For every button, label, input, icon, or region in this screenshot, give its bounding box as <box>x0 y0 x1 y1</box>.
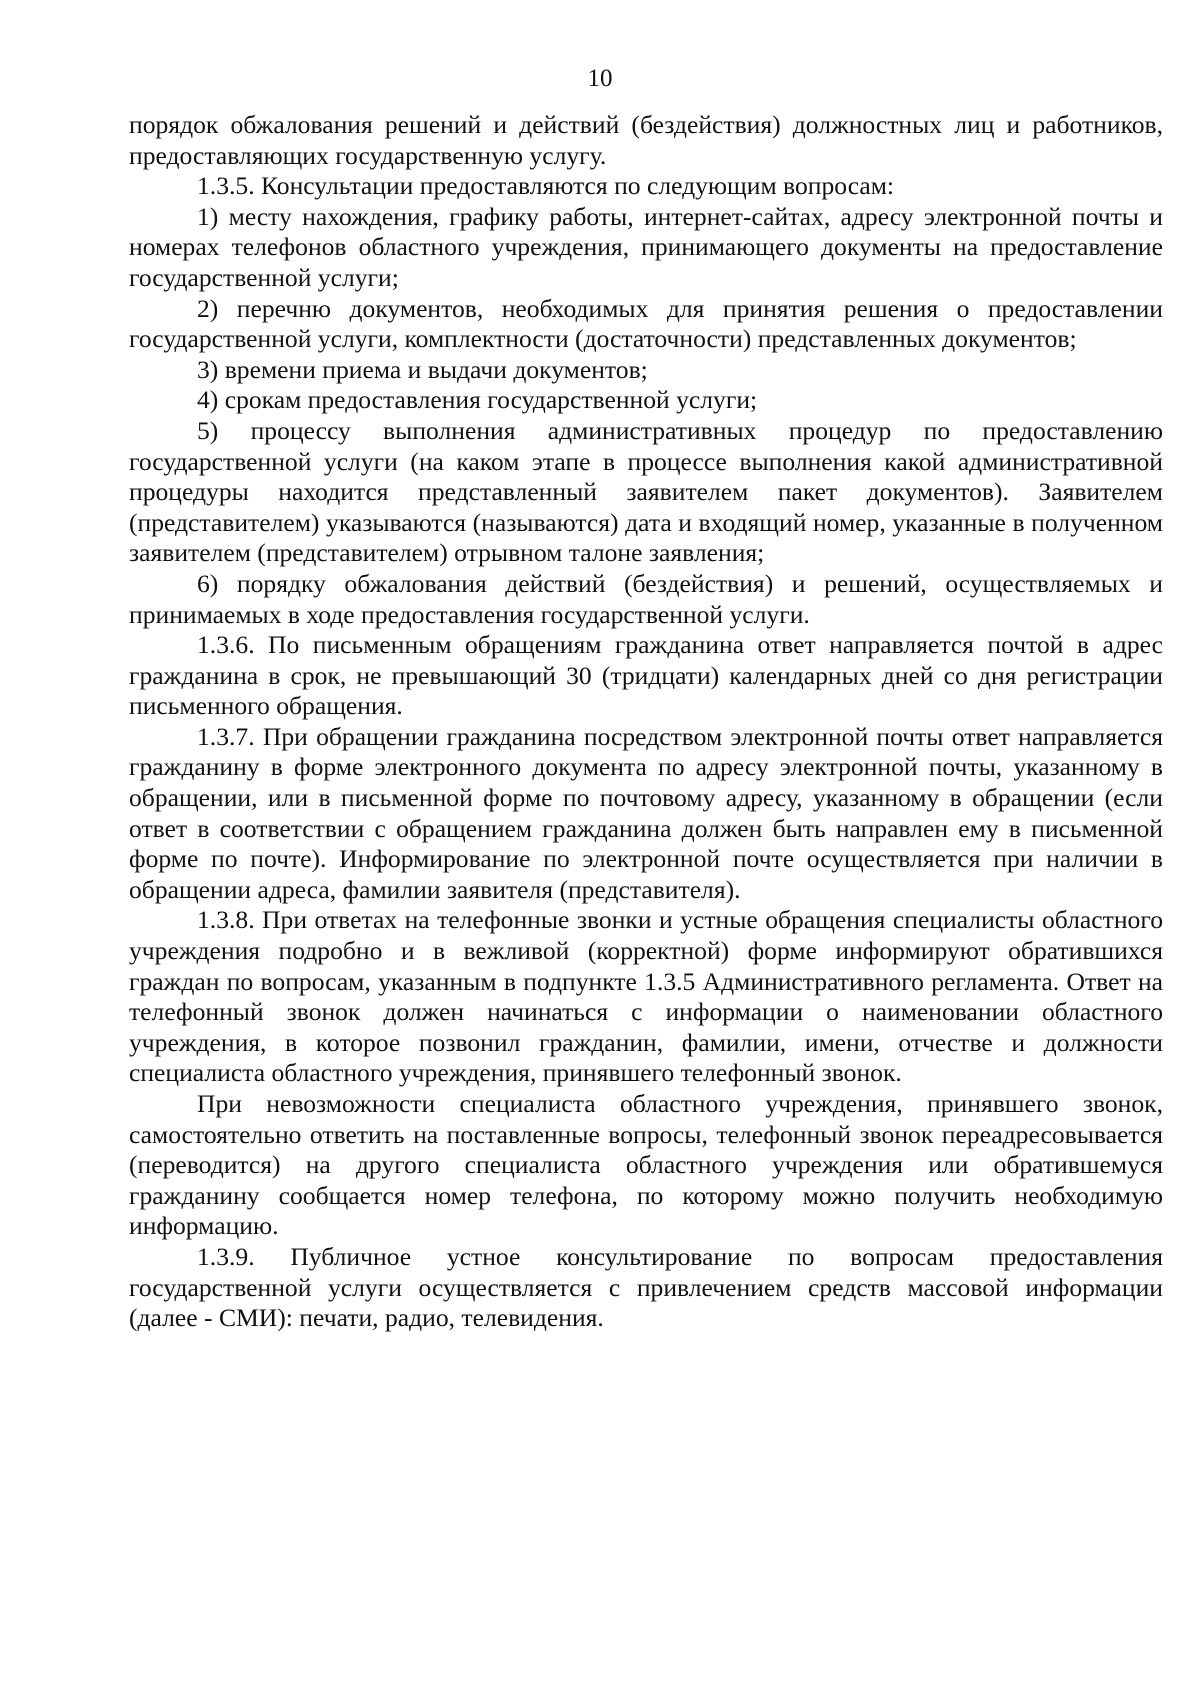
paragraph-1-3-8: 1.3.8. При ответах на телефонные звонки и устные обращения специалисты областного учреждения подробно и в вежливой (корректной) форме информируют обратившихся граждан по вопросам, указанным в подпункте 1.3.5 Административного регламента. Ответ на телефонный звонок должен начинаться с информации о наименовании областного учреждения, в которое позвонил гражданин, фамилии, имени, отчестве и должности специалиста областного учреждения, принявшего телефонный звонок. <box>129 905 1163 1088</box>
list-item-5: 5) процессу выполнения административных процедур по предоставлению государственной услуги (на каком этапе в процессе выполнения какой административной процедуры находится представленный заявителем пакет документов). Заявителем (представителем) указываются (называются) дата и входящий номер, указанные в полученном заявителем (представителем) отрывном талоне заявления; <box>129 415 1163 568</box>
paragraph-1-3-7: 1.3.7. При обращении гражданина посредством электронной почты ответ направляется гражданину в форме электронного документа по адресу электронной почты, указанному в обращении, или в письменной форме по почтовому адресу, указанному в обращении (если ответ в соответствии с обращением гражданина должен быть направлен ему в письменной форме по почте). Информирование по электронной почте осуществляется при наличии в обращении адреса, фамилии заявителя (представителя). <box>129 721 1163 904</box>
paragraph-continuation: порядок обжалования решений и действий (бездействия) должностных лиц и работников, предоставляющих государственную услугу. <box>129 110 1163 170</box>
list-item-3: 3) времени приема и выдачи документов; <box>197 354 648 384</box>
paragraph-1-3-6: 1.3.6. По письменным обращениям гражданина ответ направляется почтой в адрес гражданина в срок, не превышающий 30 (тридцати) календарных дней со дня регистрации письменного обращения. <box>129 630 1163 721</box>
page-number: 10 <box>587 65 613 92</box>
list-item-1: 1) месту нахождения, графику работы, интернет-сайтах, адресу электронной почты и номерах телефонов областного учреждения, принимающего документы на предоставление государственной услуги; <box>129 201 1163 292</box>
paragraph-1-3-5: 1.3.5. Консультации предоставляются по следующим вопросам: <box>197 171 895 201</box>
paragraph-1-3-9: 1.3.9. Публичное устное консультирование по вопросам предоставления государственной услуги осуществляется с привлечением средств массовой информации (далее - СМИ): печати, радио, телевидения. <box>129 1241 1163 1333</box>
list-item-6: 6) порядку обжалования действий (бездействия) и решений, осуществляемых и принимаемых в ходе предоставления государственной услуги. <box>129 568 1163 629</box>
list-item-4: 4) срокам предоставления государственной услуги; <box>197 385 758 415</box>
document-body <box>129 110 1163 1334</box>
list-item-2: 2) перечню документов, необходимых для принятия решения о предоставлении государственной услуги, комплектности (достаточности) представленных документов; <box>129 293 1163 354</box>
paragraph-1-3-8-continued: При невозможности специалиста областного учреждения, принявшего звонок, самостоятельно ответить на поставленные вопросы, телефонный звонок переадресовывается (переводится) на другого специалиста областного учреждения или обратившемуся гражданину сообщается номер телефона, по которому можно получить необходимую информацию. <box>129 1089 1163 1241</box>
